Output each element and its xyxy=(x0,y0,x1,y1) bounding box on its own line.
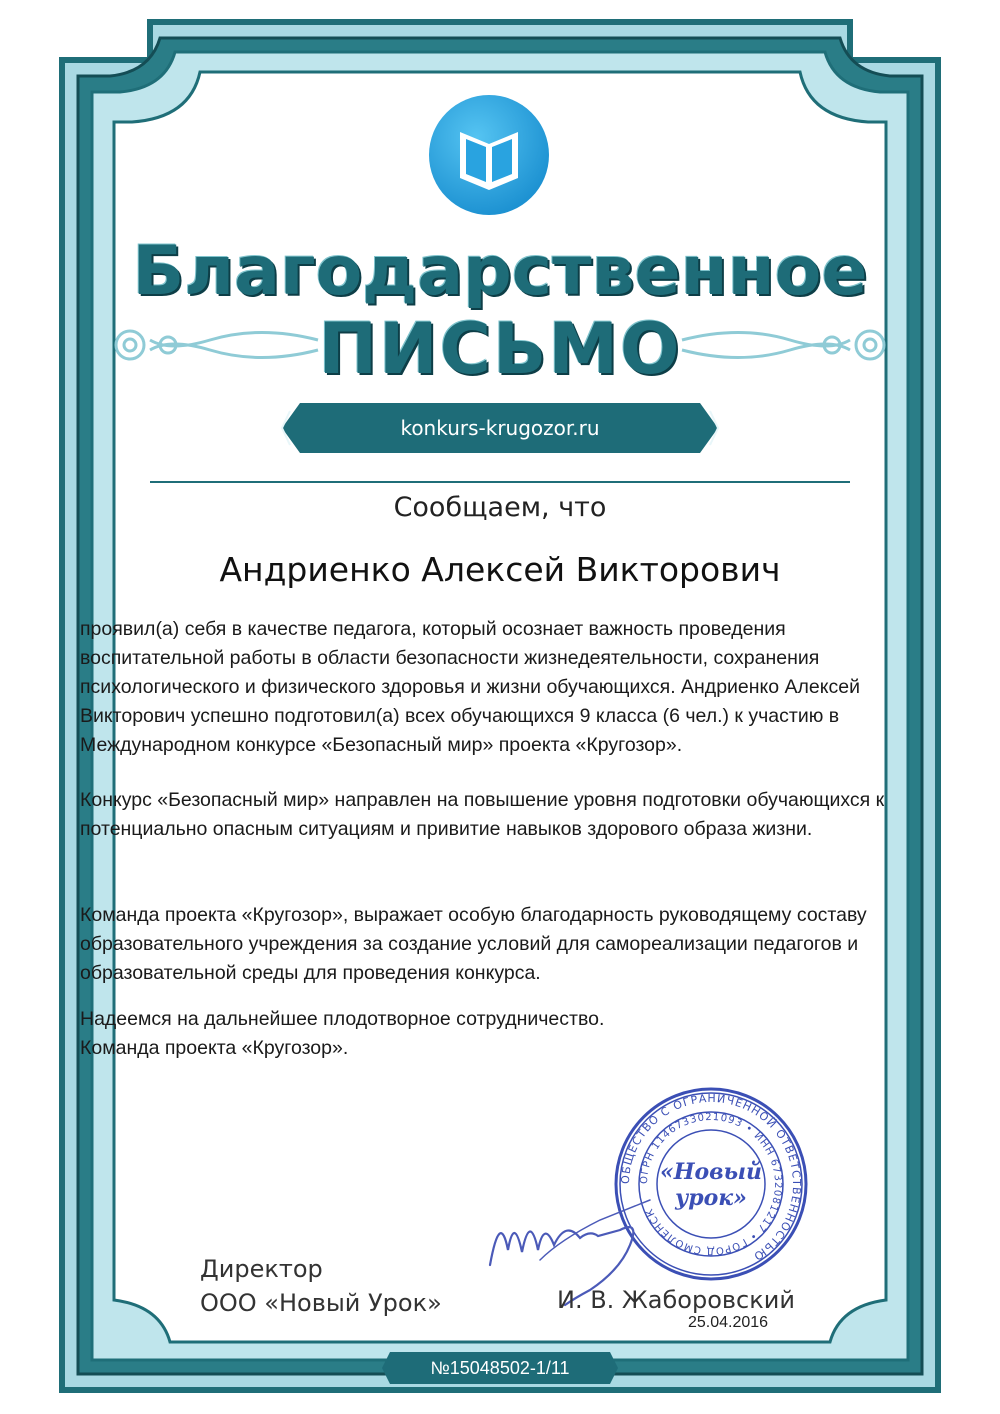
stamp-outer-text: ОБЩЕСТВО С ОГРАНИЧЕННОЙ ОТВЕТСТВЕННОСТЬЮ xyxy=(618,1091,804,1264)
document-number: №15048502-1/11 xyxy=(430,1358,570,1378)
paragraph-3: Команда проекта «Кругозор», выражает особую благодарность руководящему составу образовательного учреждения за создание условий для самореализации педагогов и образовательной среды для проведения конкурса. xyxy=(80,904,867,984)
title-thank-you: Благодарственное xyxy=(132,232,868,311)
signer-name: И. В. Жаборовский xyxy=(557,1286,795,1314)
intro-text: Сообщаем, что xyxy=(393,492,607,523)
stamp-inner-text: ОГРН 1146733021093 • ИНН 6732081217 • ГОРОД СМОЛЕНСК xyxy=(638,1111,784,1257)
recipient-name: Андриенко Алексей Викторович xyxy=(219,550,781,589)
paragraph-2: Конкурс «Безопасный мир» направлен на повышение уровня подготовки обучающихся к потенциально опасным ситуациям и привитие навыков здорового образа жизни. xyxy=(80,789,885,840)
closing-line-2: Команда проекта «Кругозор». xyxy=(80,1037,349,1059)
paragraph-1: проявил(а) себя в качестве педагога, который осознает важность проведения воспитательной работы в области безопасности жизнедеятельности, сохранения психологического и физического здоровья и жизни обучающихся. Андриенко Алексей Викторович успешно подготовил(а) всех обучающихся 9 класса (6 чел.) к участию в Международном конкурсе «Безопасный мир» проекта «Кругозор». xyxy=(80,618,861,756)
director-block xyxy=(200,1252,442,1320)
issue-date: 25.04.2016 xyxy=(688,1314,769,1331)
director-organization: ООО «Новый Урок» xyxy=(200,1289,442,1317)
director-title: Директор xyxy=(200,1255,323,1283)
stamp-center-line-1: «Новый xyxy=(659,1159,763,1185)
closing-block xyxy=(80,1005,910,1063)
krugozor-logo xyxy=(426,92,552,218)
stamp-center-line-2: урок» xyxy=(675,1185,747,1211)
website-link[interactable]: konkurs-krugozor.ru xyxy=(400,416,600,440)
title-letter: ПИСЬМО xyxy=(318,308,682,390)
closing-line-1: Надеемся на дальнейшее плодотворное сотрудничество. xyxy=(80,1008,605,1030)
